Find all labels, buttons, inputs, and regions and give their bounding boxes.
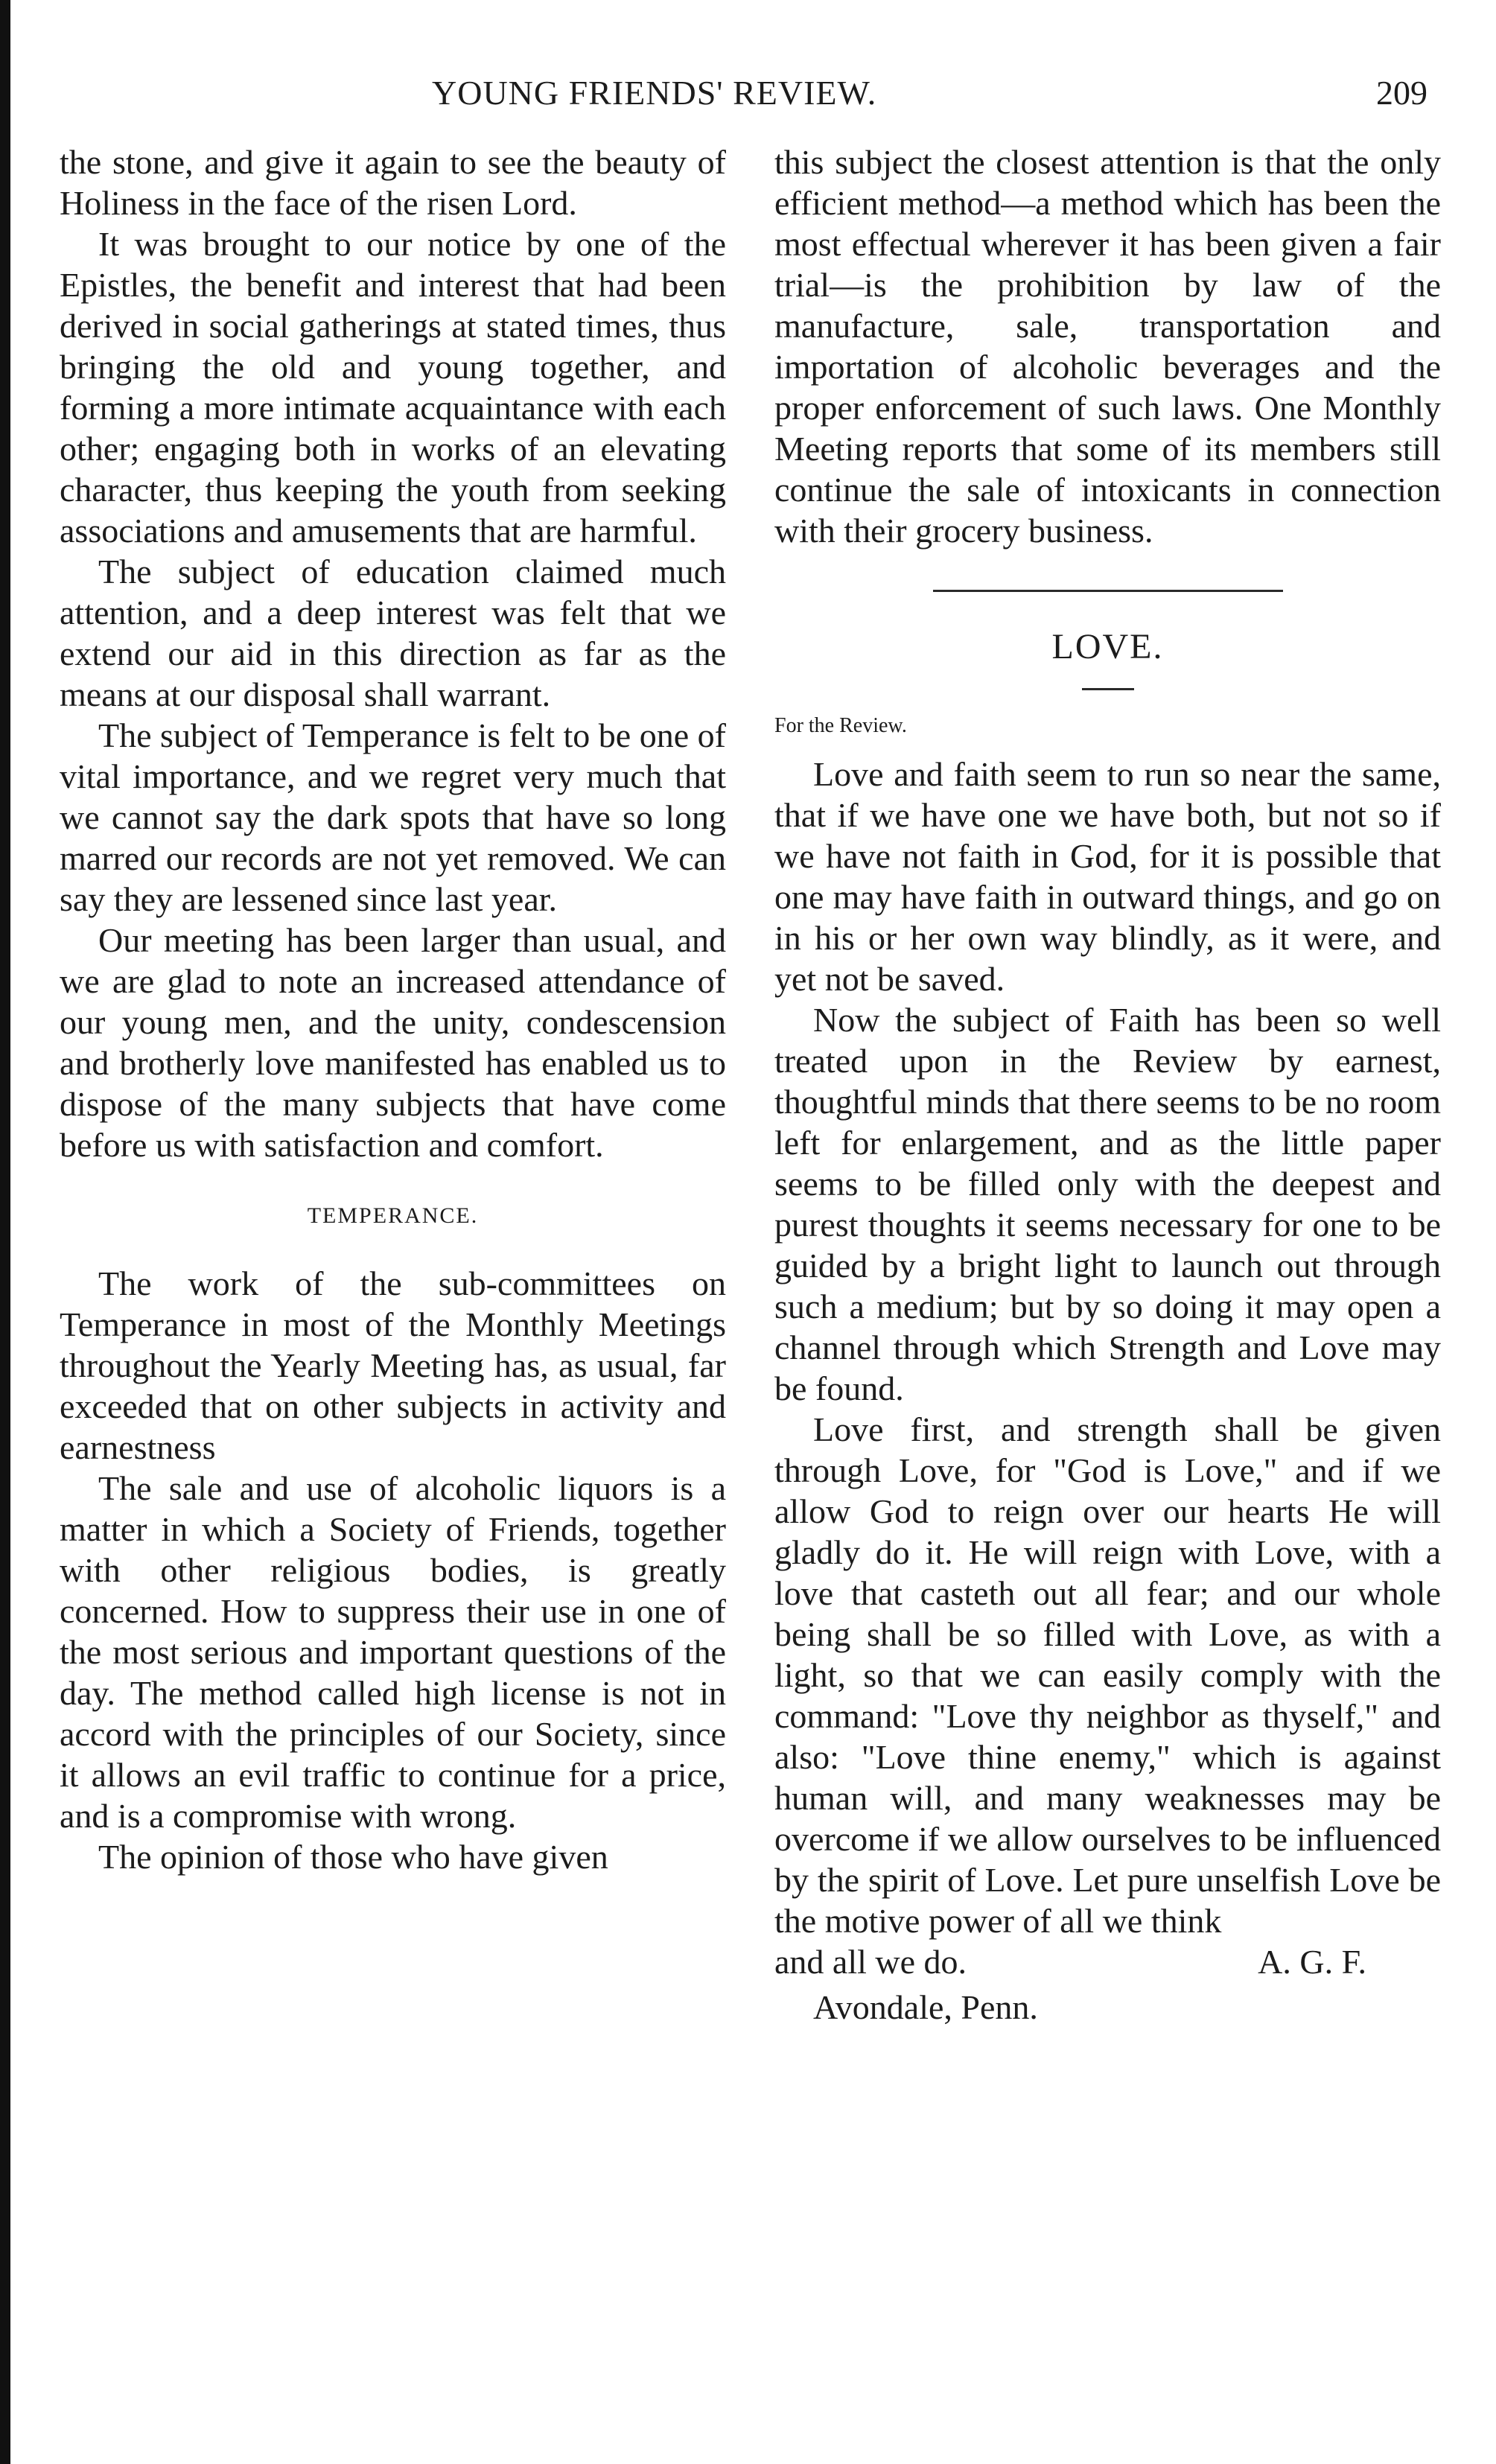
- section-divider: [933, 590, 1283, 592]
- page-binding-edge: [0, 0, 10, 2464]
- author-signature: A. G. F.: [1258, 1943, 1366, 1981]
- love-title: LOVE.: [1051, 627, 1164, 666]
- paragraph-education: The subject of education claimed much attention, and a deep interest was felt that we extend our aid in this direction as far as the means at our disposal shall warrant.: [60, 553, 726, 713]
- paragraph-continued: the stone, and give it again to see the beauty of Holiness in the face of the risen Lord.: [60, 143, 726, 222]
- paragraph-subject-faith: Now the subject of Faith has been so well treated upon in the Review by earnest, thoughtful minds that there seems to be no room left for enlargement, and as the little paper seems to be filled only with the deepest and purest thoughts it seems necessary for one to be guided by a bright light to launch out through such a medium; but by so doing it may open a channel through which Strength and Love may be found.: [774, 1001, 1441, 1407]
- paragraph-temperance-importance: The subject of Temperance is felt to be one of vital importance, and we regret very much that we cannot say the dark spots that have so long marred our records are not yet removed. We can say they are lessened since last year.: [60, 716, 726, 918]
- paragraph-social-gatherings: It was brought to our notice by one of the Epistles, the benefit and interest that had been derived in social gatherings at stated times, thus bringing the old and young together, and forming a more intimate acquaintance with each other; engaging both in works of an elevating character, thus keeping the youth from seeking associations and amusements that are harmful.: [60, 225, 726, 550]
- paragraph-alcoholic-liquors: The sale and use of alcoholic liquors is a matter in which a Society of Friends, together with other religious bodies, is greatly concerned. How to suppress their use in one of the most serious and important questions of the day. The method called high license is not in accord with the principles of our Society, since it allows an evil traffic to continue for a price, and is a compromise with wrong.: [60, 1469, 726, 1835]
- closing-text: and all we do.: [774, 1943, 967, 1981]
- paragraph-love-first: Love first, and strength shall be given through Love, for "God is Love," and if we allow God to reign over our hearts He will gladly do it. He will reign with Love, with a love that casteth out all fear; and our whole being shall be so filled with Love, as with a light, so that we can easily comply with the command: "Love thy neighbor as thyself," and also: "Love thine enemy," which is against human will, and many weaknesses may be overcome if we allow ourselves to be influenced by the spirit of Love. Let pure unselfish Love be the motive power of all we think: [774, 1410, 1441, 1940]
- paragraph-meeting-attendance: Our meeting has been larger than usual, and we are glad to note an increased attendance of our young men, and the unity, condescension and brotherly love manifested has enabled us to dispose of the many subjects that have come before us with satisfaction and comfort.: [60, 921, 726, 1164]
- page-number: 209: [1376, 74, 1427, 112]
- byline-note: For the Review.: [774, 714, 907, 737]
- paragraph-love-faith: Love and faith seem to run so near the same, that if we have one we have both, but not so if we have not faith in God, for it is possible that one may have faith in outward things, and go on in his or her own way blindly, as it were, and yet not be saved.: [774, 755, 1441, 998]
- running-head: YOUNG FRIENDS' REVIEW.: [432, 74, 877, 112]
- title-rule: [1082, 688, 1134, 690]
- paragraph-subcommittees: The work of the sub-committees on Temperance in most of the Monthly Meetings throughout the Yearly Meeting has, as usual, far exceeded that on other subjects in activity and earnestness: [60, 1264, 726, 1466]
- paragraph-opinion-start: The opinion of those who have given: [98, 1838, 608, 1876]
- signature-line: [774, 1941, 1441, 1982]
- temperance-heading: TEMPERANCE.: [307, 1203, 479, 1228]
- paragraph-prohibition: this subject the closest attention is that the only efficient method—a method which has been the most effectual wherever it has been given a fair trial—is the prohibition by law of the manufacture, sale, transportation and importation of alcoholic beverages and the proper enforcement of such laws. One Monthly Meeting reports that some of its members still continue the sale of intoxicants in connection with their grocery business.: [774, 143, 1441, 550]
- place-line: Avondale, Penn.: [813, 1988, 1038, 2026]
- left-column: [60, 141, 726, 1877]
- right-column: [774, 141, 1441, 2028]
